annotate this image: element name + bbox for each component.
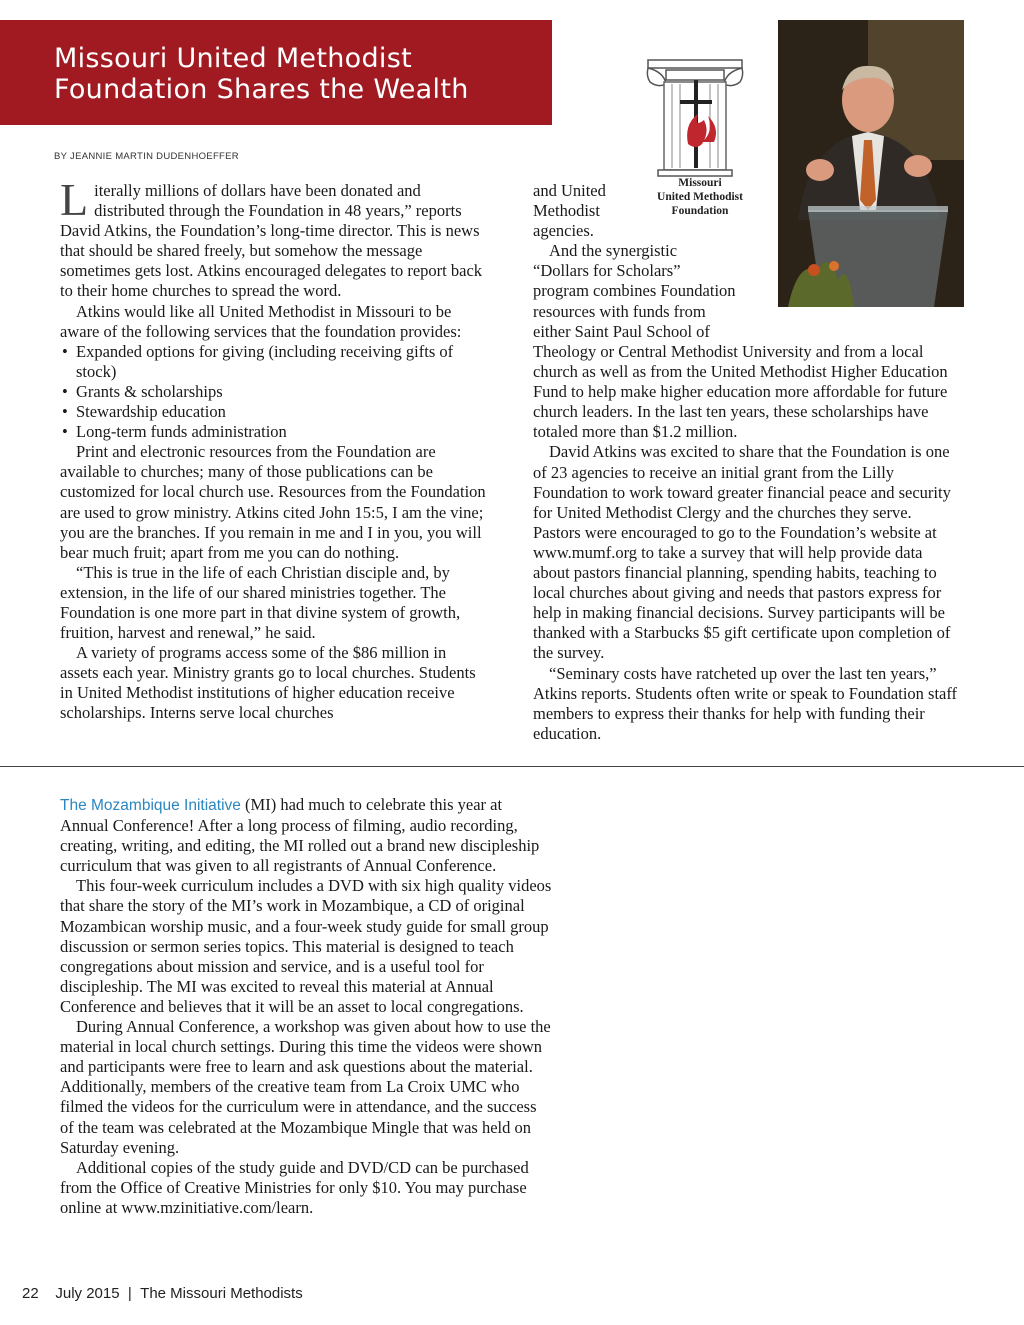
intro-paragraph: Literally millions of dollars have been donated and distributed through the Foundation in 48 years,” reports David Atkins, the Foundation’s long-time director. This is news that should be shared freely, but somehow the message sometimes gets lost. Atkins encouraged delegates to report back to their home churches to spread the word.: [60, 174, 483, 301]
page-number: 22: [22, 1285, 39, 1302]
seminary-paragraph: “Seminary costs have ratcheted up over the last ten years,” Atkins reports. Students often write or speak to Foundation staff members to express their thanks for help with funding their education.: [533, 663, 958, 743]
footer-separator: |: [127, 1285, 132, 1302]
list-item: • Grants & scholarships: [60, 382, 488, 402]
services-intro: Atkins would like all United Methodist in Missouri to be aware of the following services that the foundation provides:: [60, 301, 462, 341]
mozambique-intro: The Mozambique Initiative (MI) had much to celebrate this year at Annual Conference! After a long process of filming, audio recording, creating, writing, and editing, the MI rolled out a brand new discipleship curriculum that was given to all registrants of Annual Conference.: [60, 795, 540, 876]
scholars-paragraph: Theology or Central Methodist University and from a local church as well as from the United Methodist Higher Education Fund to help make higher education more affordable for future church leaders. In the last ten years, these scholarships have totaled more than $1.2 million.: [533, 342, 948, 442]
text-line: resources with funds from: [533, 301, 706, 321]
text-line: and United: [533, 181, 606, 200]
workshop-paragraph: During Annual Conference, a workshop was given about how to use the material in local church settings. During this time the videos were shown and participants were free to learn and ask questions about the material. Additionally, members of the creative team from La Croix UMC who filmed the videos for the curriculum were in attendance, and the success of the team was celebrated at the Mozambique Mingle that was held on Saturday evening.: [60, 1017, 551, 1157]
right-column: [533, 342, 963, 744]
list-item: • Expanded options for giving (including receiving gifts of stock): [60, 342, 488, 382]
publication-name: The Missouri Methodists: [140, 1285, 303, 1302]
text-line: And the synergistic: [549, 241, 678, 261]
byline: BY JEANNIE MARTIN DUDENHOEFFER: [54, 151, 239, 162]
quote-paragraph: “This is true in the life of each Christian disciple and, by extension, in the life of our shared ministries together. The Foundation is one more part in that divine system of growth, fruition, harvest and renewal,” he said.: [60, 562, 461, 643]
resources-paragraph: Print and electronic resources from the Foundation are available to churches; many of those publications can be customized for local church use. Resources from the Foundation are used to grow ministry. Atkins cited John 15:5, I am the vine; you are the branches. If you remain in me and I in you, you will bear much fruit; apart from me you can do nothing.: [60, 442, 486, 562]
purchase-paragraph: Additional copies of the study guide and DVD/CD can be purchased from the Office of Creative Ministries for only $10. You may purchase online at www.mzinitiative.com/learn.: [60, 1157, 529, 1217]
logo-caption: [642, 176, 758, 218]
text-line: either Saint Paul School of: [533, 321, 710, 341]
photo-illustration: [778, 20, 964, 307]
logo-line: Missouri: [678, 177, 722, 189]
logo-line: Foundation: [671, 205, 729, 217]
title-line-1: Missouri United Methodist: [54, 43, 412, 74]
programs-paragraph: A variety of programs access some of the $86 million in assets each year. Ministry grants go to local churches. Students in United Methodist institutions of higher education receive scholarships. Interns serve local churches: [60, 643, 476, 723]
speaker-at-podium-photo: [778, 20, 964, 307]
curriculum-paragraph: This four-week curriculum includes a DVD with six high quality videos that share the story of the MI’s work in Mozambique, a CD of original Mozambican worship music, and a four-week study guide for small group discussion or sermon series topics. This material is designed to teach congregations about mission and service, and is a useful tool for discipleship. The MI was excited to reveal this material at Annual Conference and believes that it will be an asset to local congregations.: [60, 876, 552, 1016]
left-column: [60, 174, 488, 724]
text-line: agencies.: [533, 221, 594, 241]
title-line-2: Foundation Shares the Wealth: [54, 74, 469, 105]
drop-cap: L: [60, 174, 89, 225]
mozambique-initiative-link[interactable]: The Mozambique Initiative: [60, 797, 241, 814]
text-line: Methodist: [533, 201, 600, 221]
page-footer: [22, 1285, 303, 1302]
services-list: [60, 342, 488, 442]
lilly-grant-paragraph: David Atkins was excited to share that the Foundation is one of 23 agencies to receive an initial grant from the Lilly Foundation to work toward greater financial peace and security for United Methodist Clergy and the churches they serve. Pastors were encouraged to go to the Foundation’s website at www.mumf.org to take a survey that will help provide data about pastors financial planning, spending habits, teaching to local churches about giving and needs that pastors express for help in making financial decisions. Survey participants will be thanked with a Starbucks $5 gift certificate upon completion of the survey.: [533, 442, 951, 663]
issue-date: July 2015: [55, 1285, 120, 1302]
section-divider: [0, 766, 1024, 767]
text-line: program combines Foundation: [533, 281, 736, 301]
title-banner: [0, 20, 552, 125]
logo-line: United Methodist: [657, 191, 743, 203]
mozambique-section: [60, 795, 552, 1218]
text-line: “Dollars for Scholars”: [533, 261, 681, 281]
article-title: [54, 43, 469, 105]
list-item: • Long-term funds administration: [60, 422, 488, 442]
list-item: • Stewardship education: [60, 402, 488, 422]
